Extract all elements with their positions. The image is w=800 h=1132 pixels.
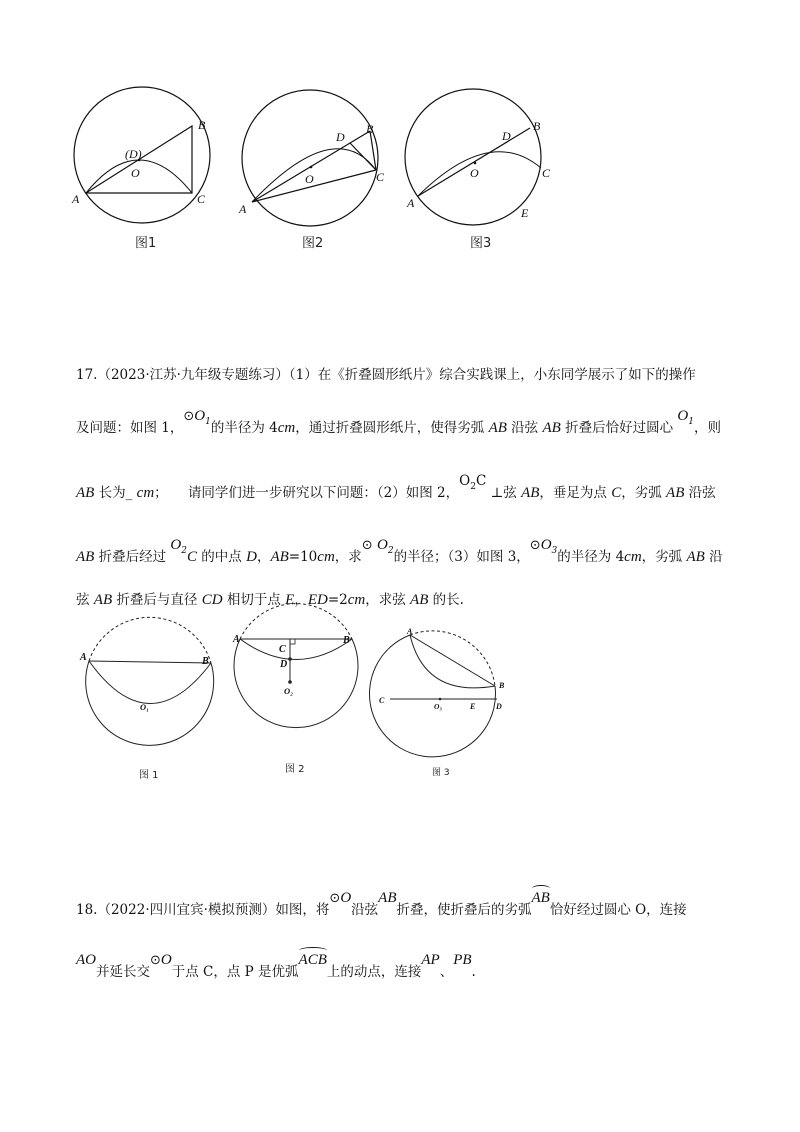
mid-figure-3-caption: 图 3 bbox=[432, 768, 450, 778]
svg-text:C: C bbox=[197, 192, 206, 206]
top-figure-1 bbox=[70, 95, 225, 230]
mid-figure-3 bbox=[375, 628, 525, 758]
svg-text:O: O bbox=[470, 166, 479, 180]
q17-line-2: 及问题：如图 1，$⊙O_1$的半径为 4cm，通过折叠圆形纸片，使得劣弧 AB 沿弦 AB 折叠后恰好过圆心 $O_1$，则 bbox=[76, 408, 721, 436]
svg-text:O₁: O₁ bbox=[140, 702, 150, 712]
q17-text: 的半径为 4 bbox=[557, 549, 625, 565]
circle-o3-symbol: $⊙O_3$ bbox=[529, 537, 558, 556]
circle-o-symbol: ⊙O bbox=[329, 890, 352, 906]
q17-text: ，求弦 bbox=[365, 592, 411, 608]
q18-text: 折叠，使折叠后的劣弧 bbox=[396, 902, 532, 918]
arc-acb: ACB bbox=[298, 952, 327, 968]
svg-text:C: C bbox=[542, 166, 551, 180]
o1-symbol: $O_1$ bbox=[677, 408, 694, 427]
q17-line-3: AB 长为_ cm； 请同学们进一步研究以下问题：（2）如图 2，$O_2C$ ⊥弦 AB，垂足为点 C，劣弧 AB 沿弦 bbox=[76, 473, 716, 501]
svg-text:A: A bbox=[407, 196, 415, 210]
svg-text:O₂: O₂ bbox=[284, 686, 294, 696]
svg-text:A: A bbox=[233, 634, 240, 645]
q17-text: 折叠后经过 bbox=[94, 549, 171, 565]
circle-o2-symbol: ⊙ $O_2$ bbox=[361, 537, 394, 556]
q17-text: ， bbox=[256, 549, 271, 565]
q18-text: 18.（2022·四川宜宾·模拟预测）如图，将 bbox=[76, 902, 330, 918]
mid-figure-1 bbox=[75, 630, 225, 765]
circle-dot-icon: ⊙ bbox=[150, 953, 161, 968]
svg-text:C: C bbox=[376, 170, 385, 184]
q17-text: ，垂足为点 bbox=[539, 485, 612, 501]
circle-dot-icon: ⊙ bbox=[529, 538, 541, 553]
top-figure-1-caption: 图1 bbox=[135, 236, 157, 251]
circle-o-symbol: ⊙O bbox=[150, 952, 172, 968]
q18-line-2: AO并延长交⊙O于点 C，点 P 是优弧ACB上的动点，连接AP、PB. bbox=[76, 952, 476, 980]
top-figure-3-caption: 图3 bbox=[470, 236, 492, 251]
q17-text: 弦 bbox=[76, 592, 94, 608]
q17-text: ； 请同学们进一步研究以下问题：（2）如图 2， bbox=[154, 485, 460, 501]
mid-figure-2-caption: 图 2 bbox=[285, 764, 305, 775]
q17-text: 的半径；（3）如图 3， bbox=[393, 549, 530, 565]
q17-text: 沿弦 bbox=[684, 485, 716, 501]
q17-text: ，通过折叠圆形纸片，使得劣弧 bbox=[295, 420, 489, 436]
svg-text:A: A bbox=[80, 652, 87, 663]
svg-text:D: D bbox=[496, 702, 502, 711]
q18-line-1: 18.（2022·四川宜宾·模拟预测）如图，将⊙O沿弦AB折叠，使折叠后的劣弧AB恰好经过圆心 O，连接 bbox=[76, 890, 687, 918]
q17-text: 及问题：如图 1， bbox=[76, 420, 184, 436]
svg-text:A: A bbox=[239, 202, 247, 216]
q17-text: 相切于点 bbox=[222, 592, 286, 608]
svg-text:B: B bbox=[499, 681, 505, 690]
q17-text: 的半径为 4 bbox=[210, 420, 278, 436]
q17-text: 折叠后恰好过圆心 bbox=[560, 420, 678, 436]
svg-text:B: B bbox=[343, 635, 350, 646]
answer-blank: _ bbox=[125, 485, 133, 501]
q17-text: =2 bbox=[327, 592, 348, 608]
arc-ab: AB bbox=[531, 890, 550, 906]
q17-line-4: AB 折叠后经过 $O_2C$ 的中点 D，AB=10cm，求⊙ $O_2$的半径；（3）如图 3，$⊙O_3$的半径为 4cm，劣弧 AB 沿 bbox=[76, 537, 723, 565]
mid-figure-2 bbox=[230, 622, 365, 757]
svg-text:B: B bbox=[202, 656, 209, 667]
svg-text:D: D bbox=[280, 659, 288, 670]
q17-text: 长为 bbox=[94, 485, 126, 501]
mid-figure-1-caption: 图 1 bbox=[139, 770, 159, 781]
q18-text: 恰好经过圆心 O，连接 bbox=[549, 902, 687, 918]
svg-text:D: D bbox=[336, 130, 345, 144]
top-figure-2-caption: 图2 bbox=[302, 236, 324, 251]
o2-symbol: $O_2$ bbox=[170, 537, 187, 556]
q18-text: 于点 C，点 P 是优弧 bbox=[171, 964, 299, 980]
circle-dot-icon: ⊙ bbox=[329, 891, 341, 906]
q17-text: 沿 bbox=[704, 549, 723, 565]
q17-text: =10 bbox=[288, 549, 318, 565]
circle-dot-icon: ⊙ bbox=[183, 409, 195, 424]
svg-text:C: C bbox=[279, 644, 286, 655]
svg-text:B: B bbox=[366, 122, 374, 136]
q17-line-5: 弦 AB 折叠后与直径 CD 相切于点 E，ED=2cm，求弦 AB 的长. bbox=[76, 592, 464, 608]
svg-text:O₃: O₃ bbox=[434, 702, 443, 711]
svg-text:B: B bbox=[198, 118, 206, 132]
svg-text:E: E bbox=[521, 206, 529, 220]
q17-text: 沿弦 bbox=[506, 420, 543, 436]
svg-text:A: A bbox=[72, 192, 80, 206]
circle-dot-icon: ⊙ bbox=[361, 538, 373, 553]
svg-text:O: O bbox=[305, 172, 314, 186]
svg-text:A: A bbox=[407, 627, 413, 636]
svg-text:E: E bbox=[470, 702, 476, 711]
svg-text:C: C bbox=[379, 696, 385, 705]
q17-text: 17.（2023·江苏·九年级专题练习）（1）在《折叠圆形纸片》综合实践课上，小东同学展示了如下的操作 bbox=[76, 367, 696, 383]
q17-text: ，则 bbox=[693, 420, 721, 436]
q17-text: ， bbox=[294, 592, 308, 608]
q17-text: 折叠后与直径 bbox=[112, 592, 202, 608]
q17-text: ，劣弧 bbox=[641, 549, 687, 565]
q17-text: 的中点 bbox=[197, 549, 247, 565]
svg-text:B: B bbox=[533, 119, 541, 133]
svg-text:D: D bbox=[502, 129, 511, 143]
circle-o1-symbol: $⊙O_1$ bbox=[183, 408, 211, 427]
q17-text: ，劣弧 bbox=[621, 485, 667, 501]
top-figure-2 bbox=[235, 95, 395, 230]
q18-text: 上的动点，连接 bbox=[326, 964, 422, 980]
q17-text: 的长. bbox=[428, 592, 464, 608]
o2c-symbol: $O_2C$ bbox=[459, 473, 487, 492]
svg-text:(D): (D) bbox=[125, 147, 142, 161]
svg-text:O: O bbox=[131, 166, 140, 180]
q18-text: 沿弦 bbox=[351, 902, 379, 918]
q17-text: ⊥弦 bbox=[486, 485, 522, 501]
top-figure-3 bbox=[405, 95, 560, 230]
q17-text: ，求 bbox=[334, 549, 362, 565]
q18-text: 并延长交 bbox=[96, 964, 150, 980]
q17-line-1 bbox=[76, 365, 696, 385]
